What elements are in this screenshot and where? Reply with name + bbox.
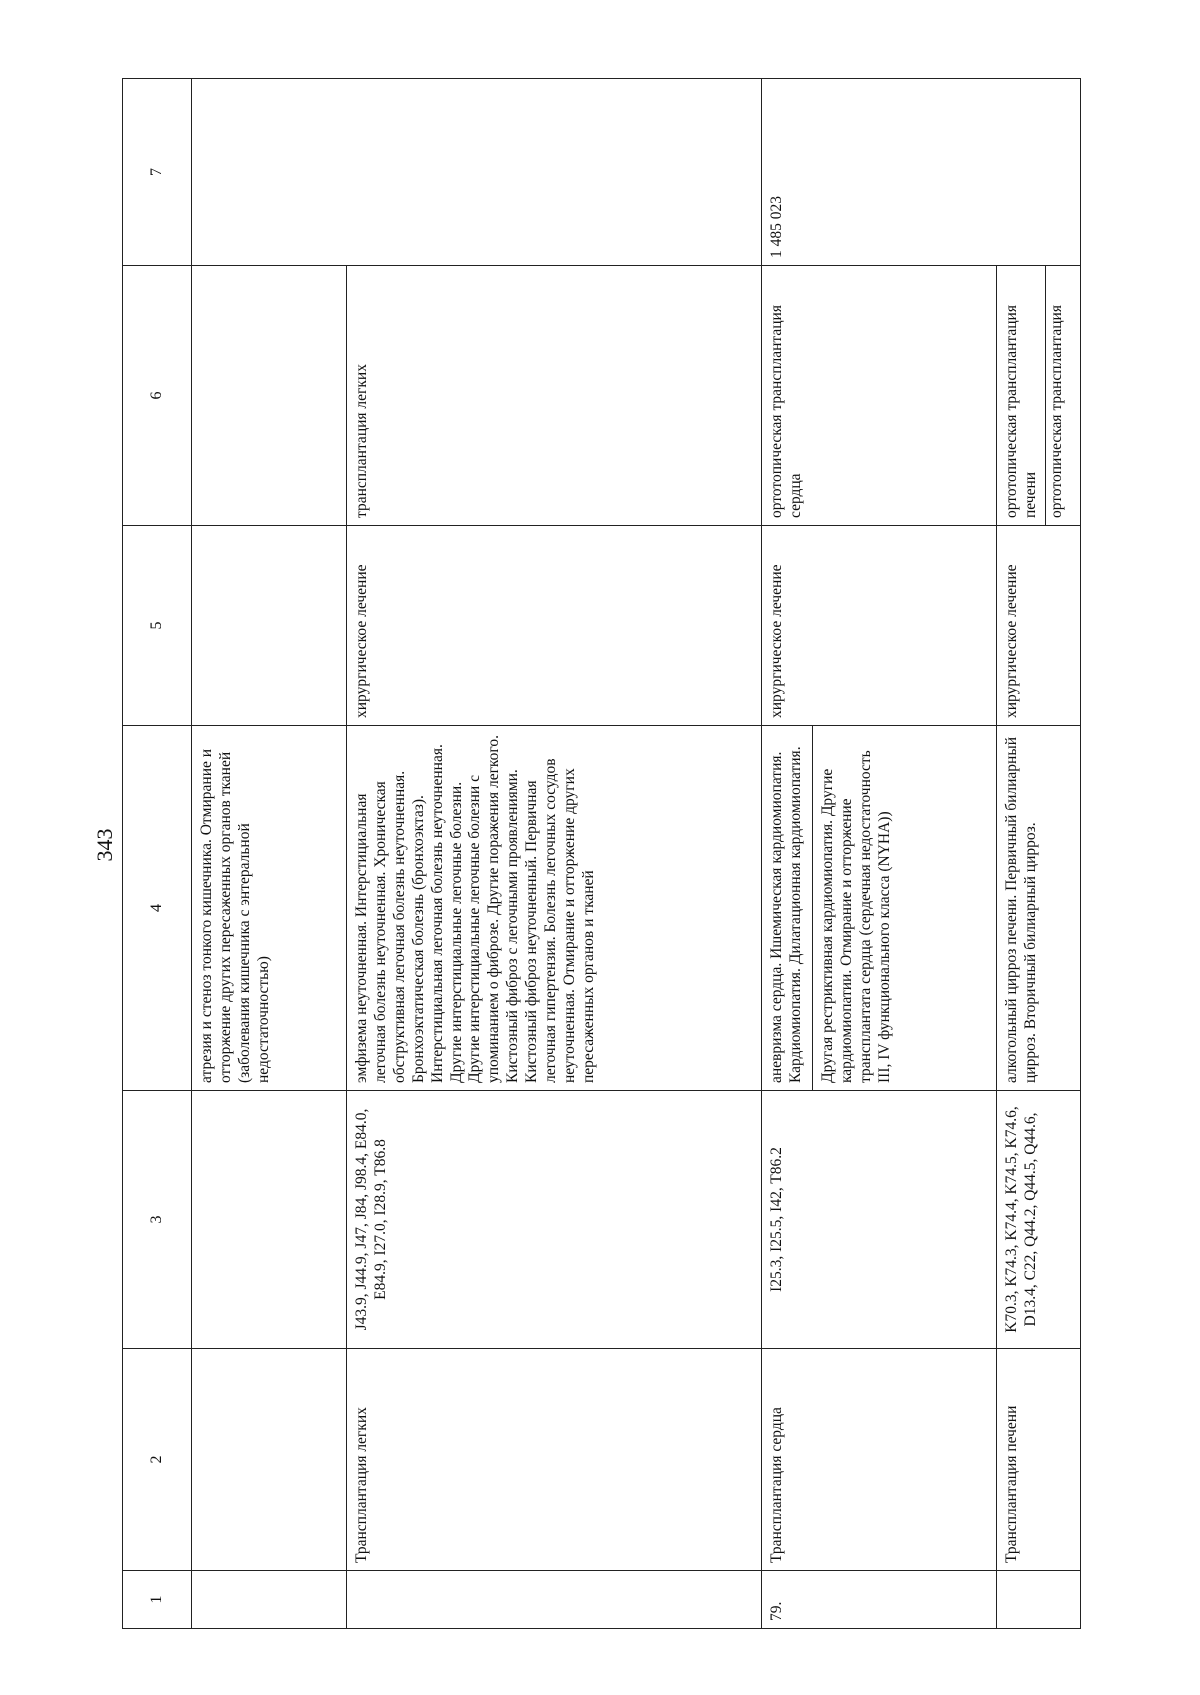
diagnosis-description: алкогольный цирроз печени. Первичный билиарный цирроз. Вторичный билиарный цирроз. xyxy=(997,726,1081,1091)
row-number xyxy=(192,1571,347,1629)
procedure-name: Трансплантация печени xyxy=(997,1349,1081,1571)
treatment-type: хирургическое лечение xyxy=(347,526,762,726)
treatment-type: хирургическое лечение xyxy=(997,526,1081,726)
treatment-method: ортотопическая трансплантация печени xyxy=(1003,305,1039,518)
column-header: 6 xyxy=(123,266,192,526)
treatment-method-sub: ортотопическая трансплантация xyxy=(1045,266,1067,525)
procedure-name: Трансплантация легких xyxy=(347,1349,762,1571)
diagnosis-description-cell xyxy=(762,726,997,1091)
column-header: 2 xyxy=(123,1349,192,1571)
treatment-method: трансплантация легких xyxy=(347,266,762,526)
table-row xyxy=(347,79,762,1629)
column-header: 1 xyxy=(123,1571,192,1629)
diagnosis-codes: K70.3, K74.3, K74.4, K74.5, K74.6, D13.4, C22, Q44.2, Q44.5, Q44.6, xyxy=(997,1091,1081,1349)
page-number: 343 xyxy=(92,828,117,862)
diagnosis-description: аневризма сердца. Ишемическая кардиомиопатия. Кардиомиопатия. Дилатационная кардиомиопатия. xyxy=(768,746,804,1083)
diagnosis-codes: I25.3, I25.5, I42, T86.2 xyxy=(762,1091,997,1349)
row-number xyxy=(997,1571,1081,1629)
procedure-name xyxy=(192,1349,347,1571)
table-row xyxy=(192,79,347,1629)
treatment-type: хирургическое лечение xyxy=(762,526,997,726)
treatment-method: ортотопическая трансплантация сердца xyxy=(762,266,997,526)
table-row xyxy=(997,79,1081,1629)
cost-cell xyxy=(192,79,762,266)
diagnosis-codes: J43.9, J44.9, J47, J84, J98.4, E84.0, E84.9, I27.0, I28.9, T86.8 xyxy=(347,1091,762,1349)
column-header: 5 xyxy=(123,526,192,726)
treatment-method-cell xyxy=(997,266,1081,526)
column-header-row xyxy=(123,79,192,1629)
cost-value: 1 485 023 xyxy=(762,79,1081,266)
treatment-method xyxy=(192,266,347,526)
procedure-name: Трансплантация сердца xyxy=(762,1349,997,1571)
treatment-type xyxy=(192,526,347,726)
diagnosis-description-sub: Другая рестриктивная кардиомиопатия. Другие кардиомиопатии. Отмирание и отторжение трансплантата сердца (сердечная недостаточность III, IV функционального класса (NYHA)) xyxy=(812,726,895,1090)
column-header: 7 xyxy=(123,79,192,266)
table-row xyxy=(762,79,997,1629)
rotated-table-area xyxy=(122,79,1072,1629)
row-number xyxy=(347,1571,762,1629)
row-number: 79. xyxy=(762,1571,997,1629)
column-header: 3 xyxy=(123,1091,192,1349)
diagnosis-description: атрезия и стеноз тонкого кишечника. Отмирание и отторжение других пересаженных органов тканей (заболевания кишечника с энтеральной недостаточностью) xyxy=(192,726,347,1091)
diagnosis-codes xyxy=(192,1091,347,1349)
column-header: 4 xyxy=(123,726,192,1091)
document-table xyxy=(122,78,1081,1629)
diagnosis-description: эмфизема неуточненная. Интерстициальная легочная болезнь неуточненная. Хроническая обструктивная легочная болезнь неуточненная. Бронхоэктатическая болезнь (бронхоэктаз). Интерстициальная легочная болезнь неуточненная. Другие интерстициальные легочные болезни. Другие интерстициальные легочные болезни с упоминанием о фиброзе. Другие поражения легкого. Кистозный фиброз с легочными проявлениями. Кистозный фиброз неуточненный. Первичная легочная гипертензия. Болезнь легочных сосудов неуточненная. Отмирание и отторжение других пересаженных органов и тканей xyxy=(347,726,762,1091)
